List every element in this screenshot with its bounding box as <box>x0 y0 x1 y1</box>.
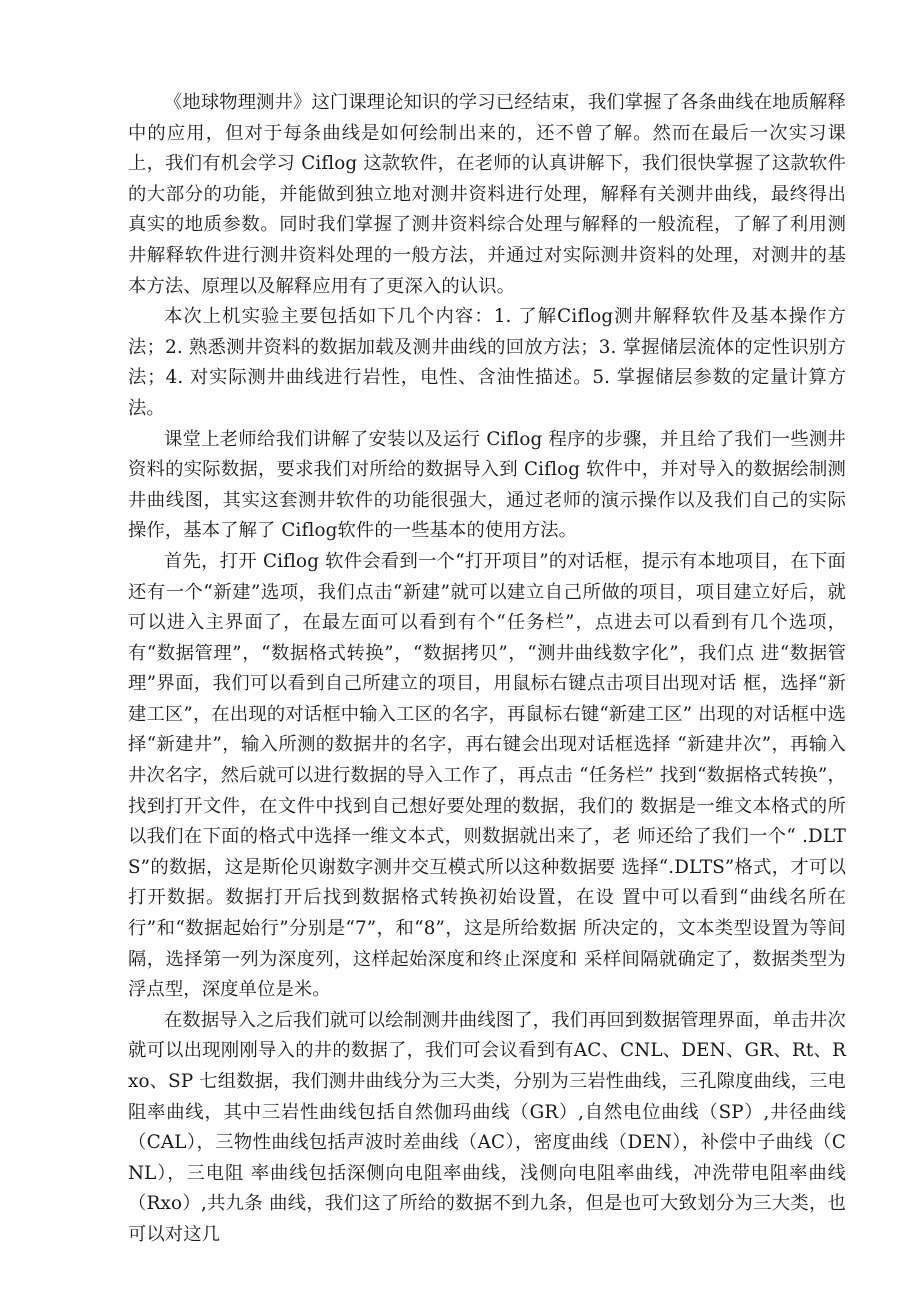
paragraph-experiment-contents: 本次上机实验主要包括如下几个内容：1. 了解Ciflog测井解释软件及基本操作方法；2. 熟悉测井资料的数据加载及测井曲线的回放方法；3. 掌握储层流体的定性识别方法；4. 对实际测井曲线进行岩性，电性、含油性描述。5. 掌握储层参数的定量计算方法。 <box>128 306 846 419</box>
paragraph-curve-plotting: 在数据导入之后我们就可以绘制测井曲线图了，我们再回到数据管理界面，单击井次就可以出现刚刚导入的井的数据了，我们可会议看到有AC、CNL、DEN、GR、Rt、Rxo、SP 七组数据，我们测井曲线分为三大类，分别为三岩性曲线，三孔隙度曲线，三电阻率曲线，其中三岩性曲线包括自然伽玛曲线（GR）,自然电位曲线（SP）,井径曲线（CAL），三物性曲线包括声波时差曲线（AC），密度曲线（DEN），补偿中子曲线（CNL），三电阻 率曲线包括深侧向电阻率曲线，浅侧向电阻率曲线，冲洗带电阻率曲线（Rxo）,共九条 曲线，我们这了所给的数据不到九条，但是也可大致划分为三大类，也可以对这几 <box>128 1009 846 1245</box>
paragraph-intro: 《地球物理测井》这门课理论知识的学习已经结束，我们掌握了各条曲线在地质解释中的应用，但对于每条曲线是如何绘制出来的，还不曾了解。然而在最后一次实习课上，我们有机会学习 Ciflog 这款软件，在老师的认真讲解下，我们很快掌握了这款软件的大部分的功能，并能做到独立地对测井资料进行处理，解释有关测井曲线，最终得出真实的地质参数。同时我们掌握了测井资料综合处理与解释的一般流程，了解了利用测井解释软件进行测井资料处理的一般方法，并通过对实际测井资料的处理，对测井的基本方法、原理以及解释应用有了更深入的认识。 <box>128 92 846 297</box>
paragraph-installation: 课堂上老师给我们讲解了安装以及运行 Ciflog 程序的步骤，并且给了我们一些测井资料的实际数据，要求我们对所给的数据导入到 Ciflog 软件中，并对导入的数据绘制测井曲线图，其实这套测井软件的功能很强大，通过老师的演示操作以及我们自己的实际操作，基本了解了 Ciflog软件的一些基本的使用方法。 <box>128 428 846 542</box>
paragraph-procedure: 首先，打开 Ciflog 软件会看到一个“打开项目”的对话框，提示有本地项目，在下面还有一个“新建”选项，我们点击“新建”就可以建立自己所做的项目，项目建立好后，就可以进入主界面了，在最左面可以看到有个“任务栏”，点进去可以看到有几个选项，有“数据管理”，“数据格式转换”，“数据拷贝”，“测井曲线数字化”，我们点 进“数据管理”界面，我们可以看到自己所建立的项目，用鼠标右键点击项目出现对话 框，选择“新建工区”，在出现的对话框中输入工区的名字，再鼠标右键“新建工区” 出现的对话框中选择“新建井”，输入所测的数据井的名字，再右键会出现对话框选择 “新建井次”，再输入井次名字，然后就可以进行数据的导入工作了，再点击 “任务栏” 找到“数据格式转换”，找到打开文件，在文件中找到自己想好要处理的数据，我们的 数据是一维文本格式的所以我们在下面的格式中选择一维文本式，则数据就出来了，老 师还给了我们一个“ .DLTS”的数据，这是斯伦贝谢数字测井交互模式所以这种数据要 选择“.DLTS”格式，才可以打开数据。数据打开后找到数据格式转换初始设置，在设 置中可以看到“曲线名所在行”和“数据起始行”分别是“7”，和“8”，这是所给数据 所决定的，文本类型设置为等间隔，选择第一列为深度列，这样起始深度和终止深度和 采样间隔就确定了，数据类型为浮点型，深度单位是米。 <box>128 550 846 1001</box>
